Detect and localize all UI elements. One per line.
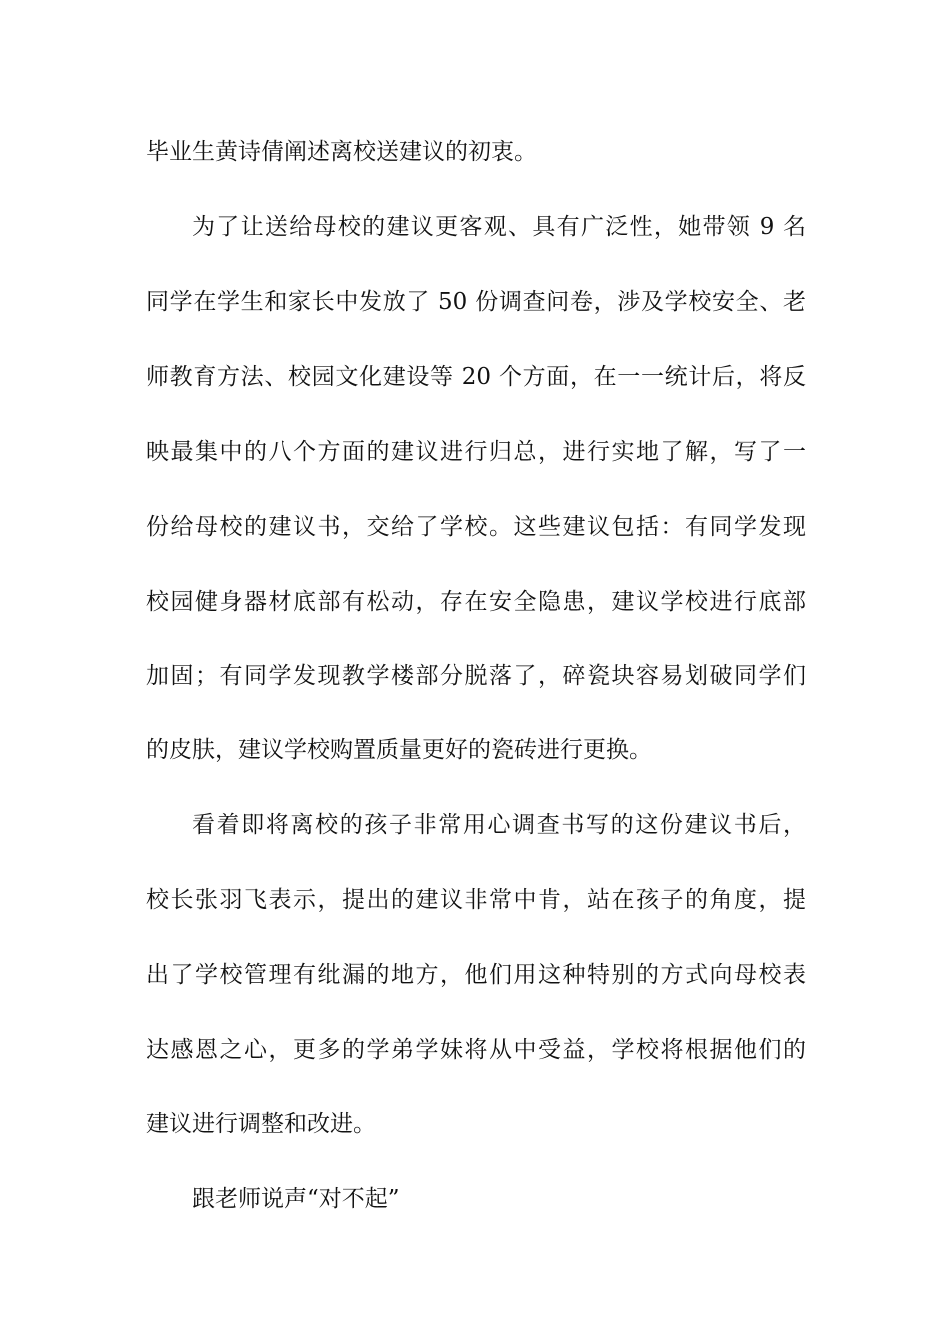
paragraph-line: 看着即将离校的孩子非常用心调查书写的这份建议书后， [192,812,806,838]
paragraph-line: 映最集中的八个方面的建议进行归总，进行实地了解，写了一 [146,439,806,465]
section-heading: 跟老师说声“对不起” [192,1186,400,1212]
paragraph-line: 份给母校的建议书，交给了学校。这些建议包括：有同学发现 [146,514,806,540]
paragraph-line: 达感恩之心，更多的学弟学妹将从中受益，学校将根据他们的 [146,1037,806,1063]
paragraph-line: 为了让送给母校的建议更客观、具有广泛性，她带领 9 名 [192,214,806,240]
paragraph-line: 加固；有同学发现教学楼部分脱落了，碎瓷块容易划破同学们 [146,663,806,689]
paragraph-line: 毕业生黄诗倩阐述离校送建议的初衷。 [146,139,537,165]
paragraph-line: 建议进行调整和改进。 [146,1111,376,1137]
paragraph-line: 同学在学生和家长中发放了 50 份调查问卷，涉及学校安全、老 [146,289,806,315]
paragraph-line: 的皮肤，建议学校购置质量更好的瓷砖进行更换。 [146,737,652,763]
paragraph-line: 出了学校管理有纰漏的地方，他们用这种特别的方式向母校表 [146,962,806,988]
paragraph-line: 校长张羽飞表示，提出的建议非常中肯，站在孩子的角度，提 [146,887,806,913]
paragraph-line: 师教育方法、校园文化建设等 20 个方面，在一一统计后，将反 [146,364,806,390]
paragraph-line: 校园健身器材底部有松动，存在安全隐患，建议学校进行底部 [146,589,806,615]
